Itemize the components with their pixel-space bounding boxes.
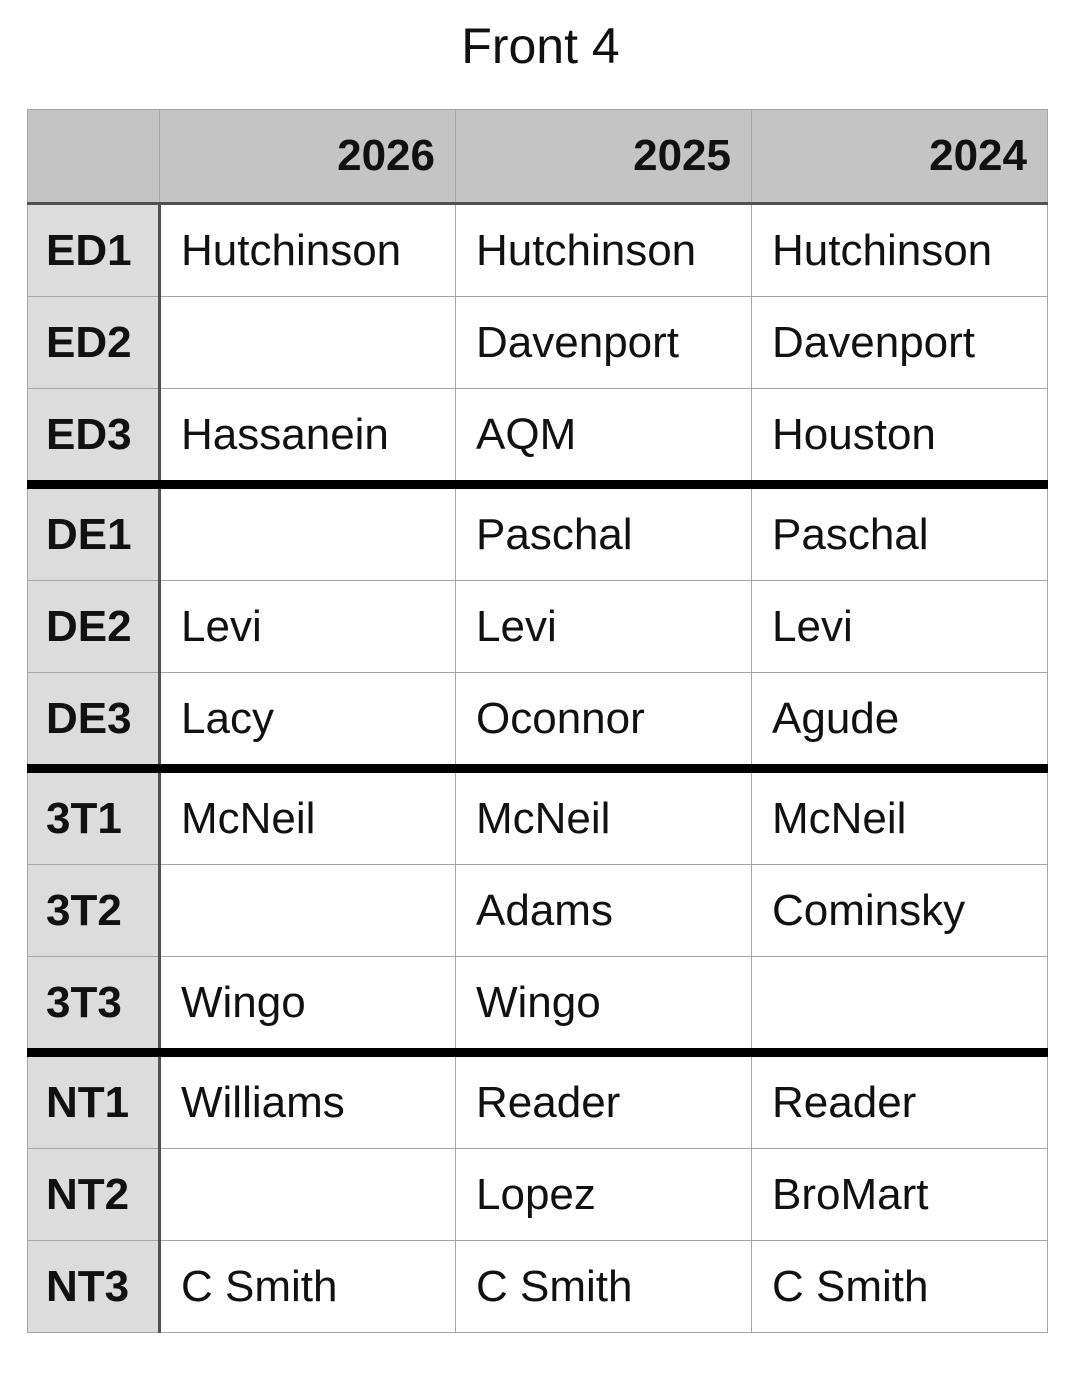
position-label: NT2 (28, 1149, 160, 1241)
position-label: DE2 (28, 581, 160, 673)
player-cell: Hassanein (160, 389, 456, 485)
player-cell (160, 297, 456, 389)
header-corner-cell (28, 110, 160, 204)
player-cell: AQM (456, 389, 752, 485)
player-cell: Williams (160, 1053, 456, 1149)
player-cell: Wingo (160, 957, 456, 1053)
player-cell: Paschal (456, 485, 752, 581)
table-row (28, 297, 1048, 389)
player-cell: Wingo (456, 957, 752, 1053)
player-cell: Lacy (160, 673, 456, 769)
player-cell: Adams (456, 865, 752, 957)
player-cell: Reader (456, 1053, 752, 1149)
player-cell (752, 957, 1048, 1053)
table-row (28, 673, 1048, 769)
player-cell: McNeil (160, 769, 456, 865)
player-cell: Hutchinson (160, 204, 456, 297)
table-row (28, 957, 1048, 1053)
position-label: 3T3 (28, 957, 160, 1053)
player-cell: Levi (160, 581, 456, 673)
position-label: 3T2 (28, 865, 160, 957)
table-row (28, 1241, 1048, 1333)
header-row (28, 110, 1048, 204)
table-row (28, 581, 1048, 673)
player-cell: C Smith (752, 1241, 1048, 1333)
player-cell: Cominsky (752, 865, 1048, 957)
header-year-2026: 2026 (160, 110, 456, 204)
table-title: Front 4 (461, 18, 620, 74)
player-cell: Hutchinson (456, 204, 752, 297)
player-cell: C Smith (160, 1241, 456, 1333)
table-row (28, 1149, 1048, 1241)
player-cell: Lopez (456, 1149, 752, 1241)
player-cell: Davenport (456, 297, 752, 389)
player-cell: Reader (752, 1053, 1048, 1149)
player-cell: Oconnor (456, 673, 752, 769)
header-year-2025: 2025 (456, 110, 752, 204)
position-label: ED1 (28, 204, 160, 297)
player-cell (160, 1149, 456, 1241)
player-cell: Davenport (752, 297, 1048, 389)
player-cell: Paschal (752, 485, 1048, 581)
player-cell: Levi (752, 581, 1048, 673)
position-label: DE3 (28, 673, 160, 769)
table-row (28, 1053, 1048, 1149)
player-cell: McNeil (752, 769, 1048, 865)
table-row (28, 769, 1048, 865)
position-label: DE1 (28, 485, 160, 581)
position-label: ED2 (28, 297, 160, 389)
player-cell: Houston (752, 389, 1048, 485)
player-cell (160, 485, 456, 581)
header-year-2024: 2024 (752, 110, 1048, 204)
position-label: NT3 (28, 1241, 160, 1333)
position-label: 3T1 (28, 769, 160, 865)
table-row (28, 485, 1048, 581)
player-cell: BroMart (752, 1149, 1048, 1241)
position-label: ED3 (28, 389, 160, 485)
player-cell: Hutchinson (752, 204, 1048, 297)
player-cell: Agude (752, 673, 1048, 769)
depth-chart-table (27, 109, 1048, 1333)
player-cell: C Smith (456, 1241, 752, 1333)
table-row (28, 389, 1048, 485)
table-row (28, 865, 1048, 957)
player-cell: Levi (456, 581, 752, 673)
player-cell: McNeil (456, 769, 752, 865)
table-row (28, 204, 1048, 297)
player-cell (160, 865, 456, 957)
position-label: NT1 (28, 1053, 160, 1149)
